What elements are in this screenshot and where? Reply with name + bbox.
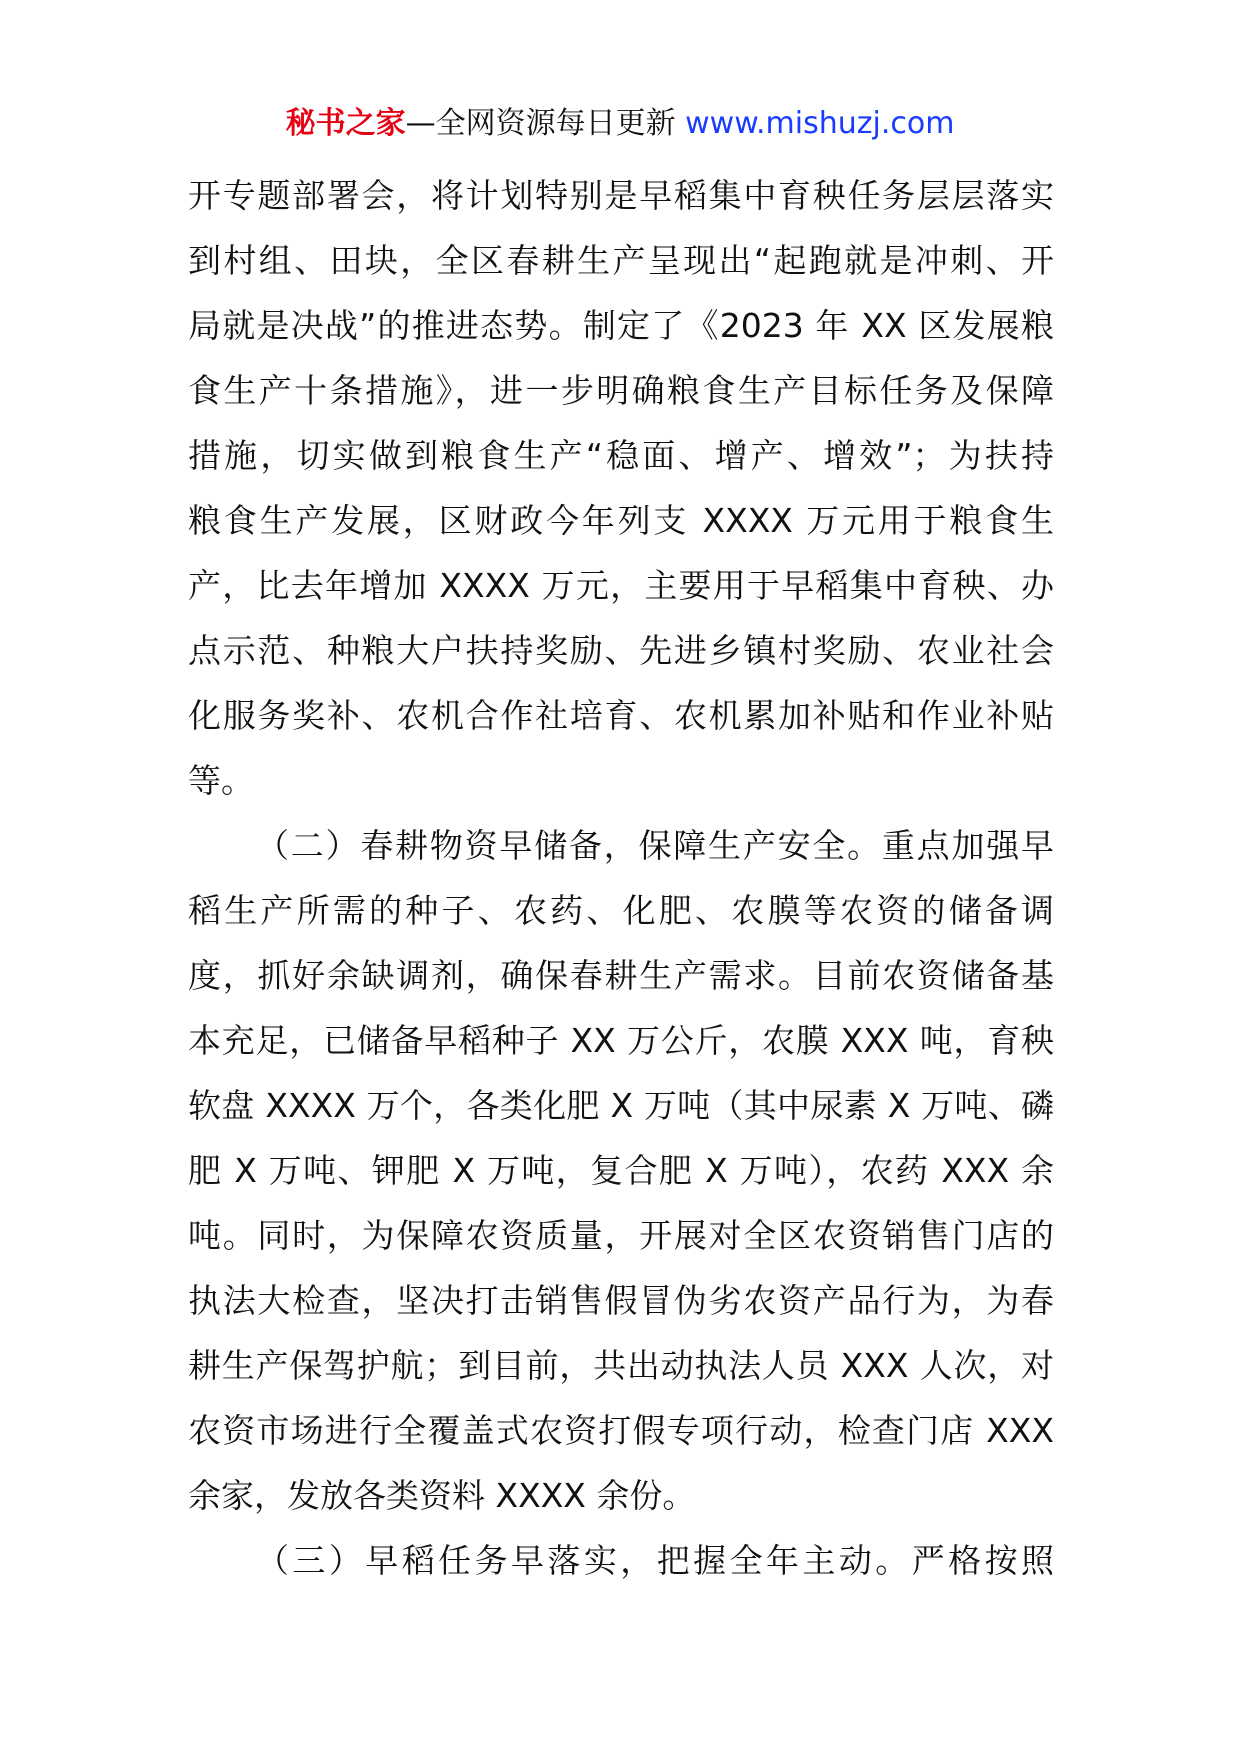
text-line: 点示范、种粮大户扶持奖励、先进乡镇村奖励、农业社会 [188,631,1054,670]
text-line: 农资市场进行全覆盖式农资打假专项行动，检查门店 XXX [188,1411,1054,1450]
text-line: 粮食生产发展，区财政今年列支 XXXX 万元用于粮食生 [188,501,1054,540]
text-line: 措施，切实做到粮食生产“稳面、增产、增效”；为扶持 [188,436,1054,475]
document-body [188,163,1054,1593]
text-line: 局就是决战”的推进态势。制定了《2023 年 XX 区发展粮 [188,306,1054,345]
text-line: 稻生产所需的种子、农药、化肥、农膜等农资的储备调 [188,891,1054,930]
text-line: 执法大检查，坚决打击销售假冒伪劣农资产品行为，为春 [188,1281,1054,1320]
text-line: 肥 X 万吨、钾肥 X 万吨，复合肥 X 万吨），农药 XXX 余 [188,1151,1054,1190]
paragraph-end-line: 等。 [188,761,254,800]
text-line: 化服务奖补、农机合作社培育、农机累加补贴和作业补贴 [188,696,1054,735]
text-line: 产，比去年增加 XXXX 万元，主要用于早稻集中育秧、办 [188,566,1054,605]
brand-name: 秘书之家 [285,106,406,141]
text-line: 吨。同时，为保障农资质量，开展对全区农资销售门店的 [188,1216,1054,1255]
header-tagline: —全网资源每日更新 [405,106,686,141]
text-line: 到村组、田块，全区春耕生产呈现出“起跑就是冲刺、开 [188,241,1054,280]
text-line: 软盘 XXXX 万个，各类化肥 X 万吨（其中尿素 X 万吨、磷 [188,1086,1054,1125]
paragraph-end-line: 余家，发放各类资料 XXXX 余份。 [188,1476,696,1515]
text-line: 耕生产保驾护航；到目前，共出动执法人员 XXX 人次，对 [188,1346,1054,1385]
text-line: 食生产十条措施》，进一步明确粮食生产目标任务及保障 [188,371,1054,410]
site-header [0,102,1240,146]
text-line: 度，抓好余缺调剂，确保春耕生产需求。目前农资储备基 [188,956,1054,995]
text-line: 开专题部署会，将计划特别是早稻集中育秧任务层层落实 [188,176,1054,215]
site-url-link[interactable]: www.mishuzj.com [685,106,955,141]
section-heading-line: （三）早稻任务早落实，把握全年主动。严格按照 [256,1541,1054,1580]
text-line: 本充足，已储备早稻种子 XX 万公斤，农膜 XXX 吨，育秧 [188,1021,1054,1060]
section-heading-line: （二）春耕物资早储备，保障生产安全。重点加强早 [256,826,1054,865]
